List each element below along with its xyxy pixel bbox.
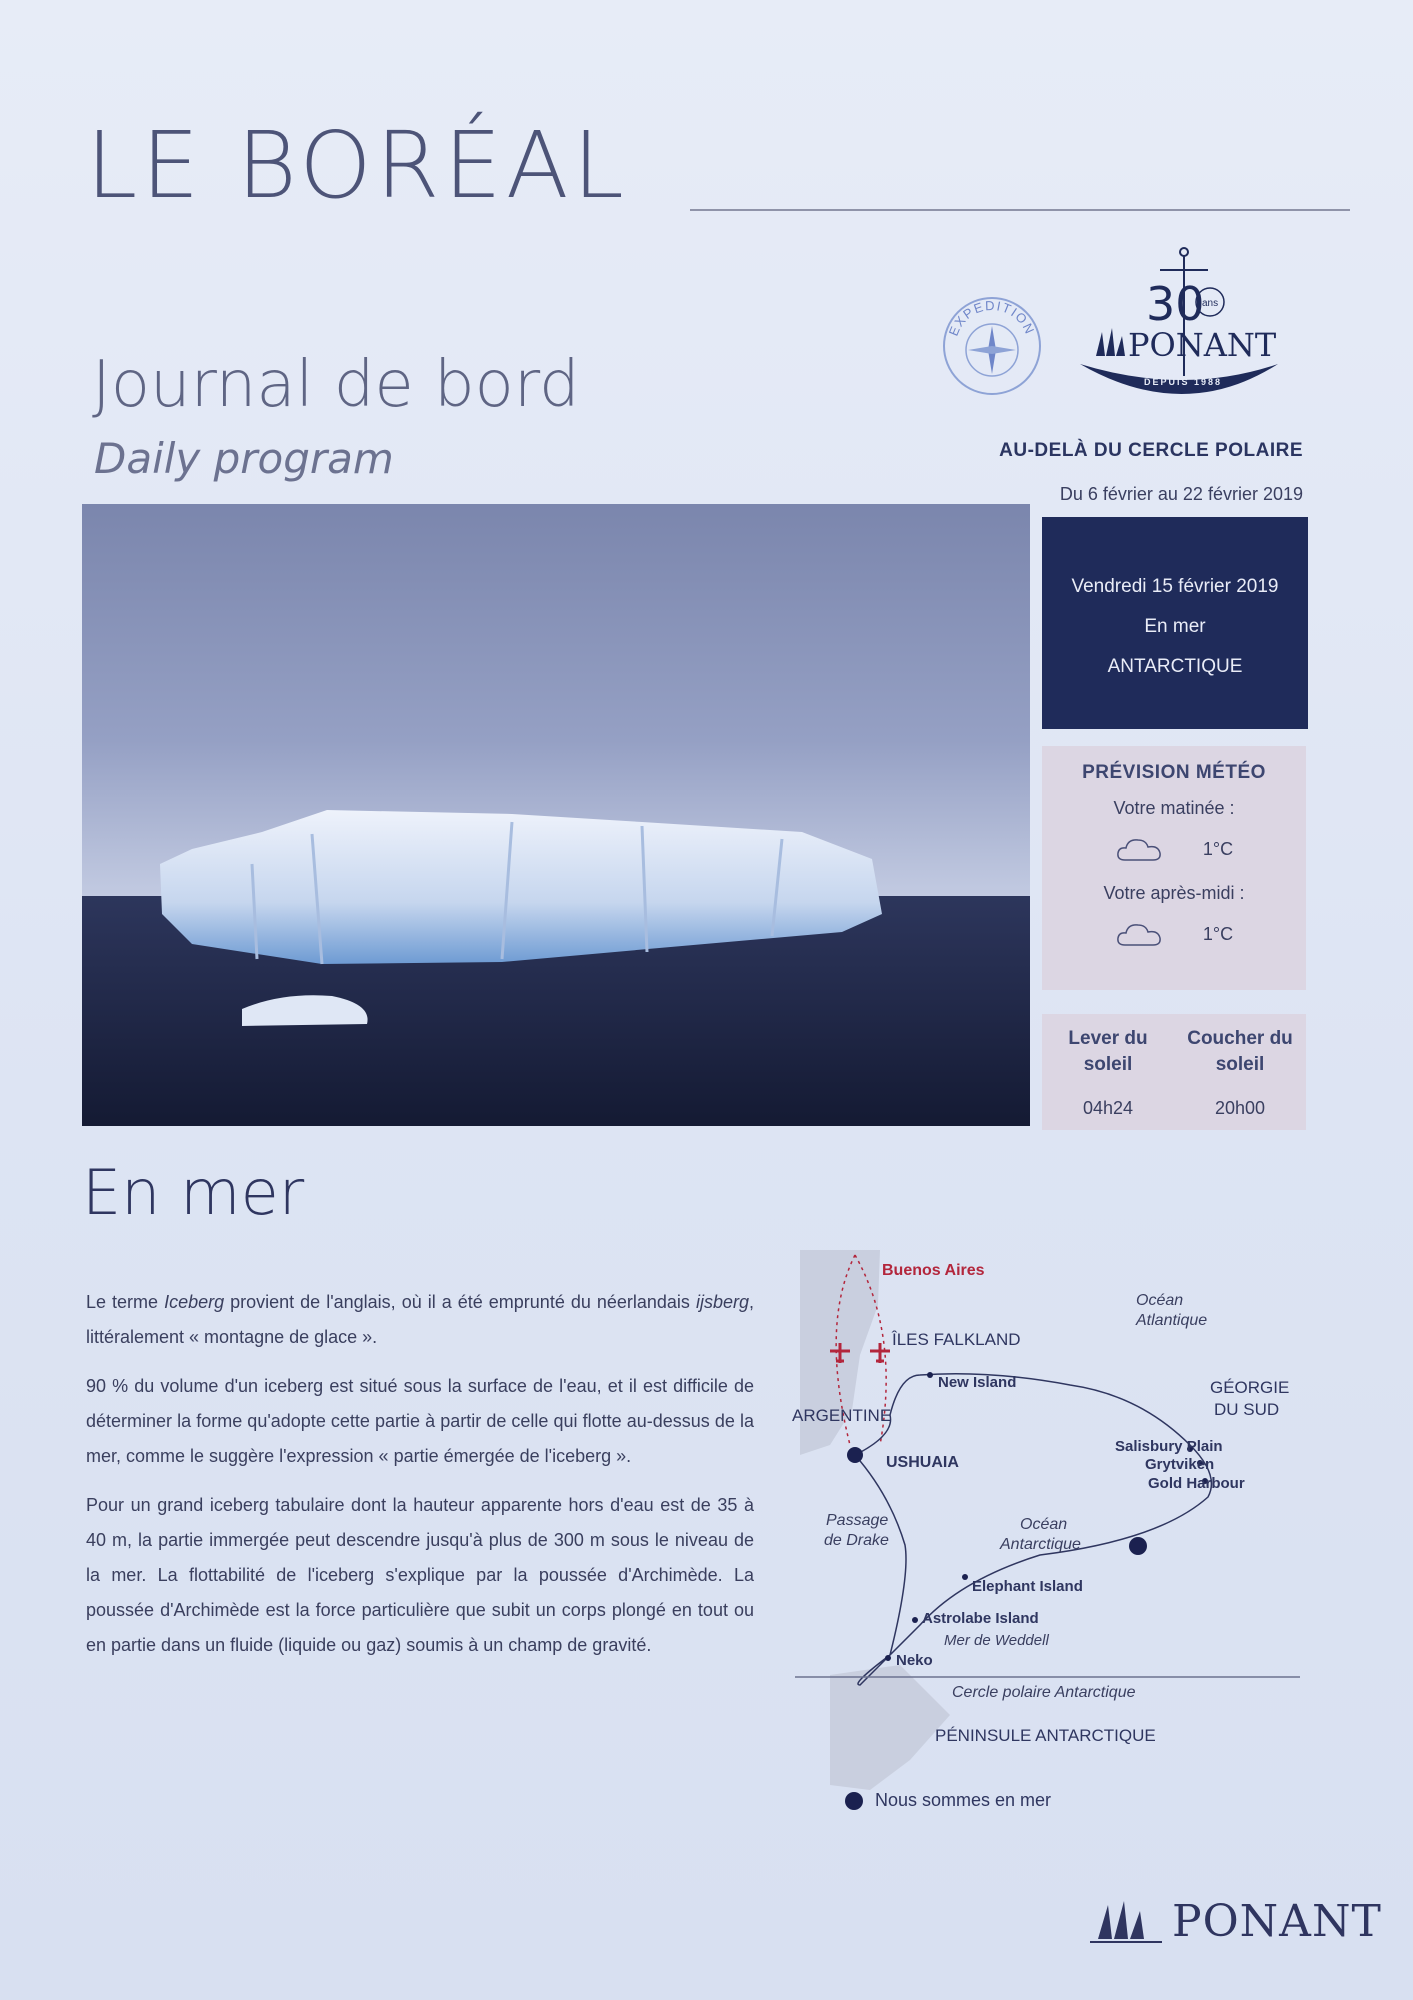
sun-panel (1042, 1014, 1306, 1130)
expedition-text: EXPEDITION (945, 297, 1038, 339)
label-grytviken: Grytviken (1145, 1456, 1215, 1473)
label-buenos-aires: Buenos Aires (882, 1262, 985, 1279)
label-ushuaia: USHUAIA (886, 1454, 959, 1471)
route-map (790, 1245, 1310, 1830)
morning-forecast (1042, 829, 1306, 869)
ponant-since: DEPUIS 1988 (1144, 377, 1223, 387)
astrolabe-dot (912, 1617, 918, 1623)
label-ocean-ant-2: Antarctique (1000, 1536, 1081, 1553)
p1-text-e: , littéralement « montagne de glace ». (86, 1292, 754, 1347)
label-georgie-2: DU SUD (1214, 1400, 1280, 1419)
ponant-anchor-logo (1074, 246, 1284, 416)
journal-subtitle: Daily program (94, 434, 394, 483)
label-argentine: ARGENTINE (792, 1406, 892, 1425)
voyage-dates: Du 6 février au 22 février 2019 (1059, 484, 1303, 504)
label-ocean-atl-2: Atlantique (1136, 1312, 1208, 1329)
sunrise (1042, 1014, 1174, 1130)
label-passage-2: de Drake (824, 1532, 889, 1549)
neko-dot (885, 1655, 891, 1661)
afternoon-label: Votre après-midi : (1103, 883, 1245, 903)
anniversary-suffix: ans (1202, 298, 1219, 309)
legend-text: Nous sommes en mer (875, 1790, 1052, 1810)
p1-term-iceberg: Iceberg (164, 1292, 225, 1312)
footer-logo (1090, 1896, 1382, 1947)
ship-title: LE BORÉAL (86, 112, 628, 219)
morning-label: Votre matinée : (1113, 798, 1235, 818)
day-date: Vendredi 15 février 2019 (1071, 576, 1279, 597)
sunset-time: 20h00 (1214, 1098, 1266, 1118)
voyage-name: AU-DELÀ DU CERCLE POLAIRE (999, 440, 1303, 461)
afternoon-forecast (1042, 914, 1306, 954)
ponant-sails-icon (1090, 1899, 1162, 1945)
legend-dot-icon (845, 1792, 863, 1810)
label-georgie-1: GÉORGIE (1210, 1378, 1290, 1397)
paragraph-1 (86, 1285, 754, 1355)
weather-title: PRÉVISION MÉTÉO (1082, 762, 1266, 783)
antarctic-land (830, 1665, 950, 1790)
sunrise-label-1: Lever du (1068, 1028, 1148, 1049)
label-cercle: Cercle polaire Antarctique (952, 1684, 1136, 1701)
label-ocean-ant-1: Océan (1020, 1516, 1068, 1533)
sunset-label-1: Coucher du (1187, 1028, 1293, 1049)
ushuaia-dot (847, 1447, 863, 1463)
label-peninsule: PÉNINSULE ANTARCTIQUE (935, 1726, 1156, 1745)
day-region: ANTARCTIQUE (1107, 656, 1243, 677)
title-divider (690, 209, 1350, 211)
article-body (86, 1285, 754, 1677)
expedition-logo (940, 294, 1044, 398)
label-salisbury: Salisbury Plain (1115, 1438, 1223, 1455)
plane-icon (870, 1343, 890, 1363)
paragraph-3: Pour un grand iceberg tabulaire dont la hauteur apparente hors d'eau est de 35 à 40 m, la partie immergée peut descendre jusqu'à plus de 300 m sous le niveau de la mer. La flottabilité de l'iceberg s'explique par la poussée d'Archimède. La poussée d'Archimède est la force particulière que subit un corps plongé en tout ou en partie dans un fluide (liquide ou gaz) soumis à un champ de gravité. (86, 1495, 754, 1655)
ponant-sails-icon (1096, 328, 1125, 356)
ponant-logo-text: PONANT (1128, 326, 1277, 364)
label-ocean-atl-1: Océan (1136, 1292, 1184, 1309)
paragraph-2: 90 % du volume d'un iceberg est situé sous la surface de l'eau, et il est difficile de déterminer la forme qu'adopte cette partie à partir de celle qui flotte au-dessus de la mer, comme le suggère l'expression « partie émergée de l'iceberg ». (86, 1376, 754, 1466)
weather-panel (1042, 746, 1306, 990)
iceberg-photo (82, 504, 1030, 1126)
afternoon-temperature: 1°C (1202, 923, 1234, 944)
footer-brand: PONANT (1172, 1896, 1382, 1947)
new-island-dot (927, 1372, 933, 1378)
elephant-dot (962, 1574, 968, 1580)
cloud-icon (1115, 919, 1165, 949)
sunrise-label-2: soleil (1083, 1054, 1133, 1075)
label-astrolabe: Astrolabe Island (922, 1610, 1039, 1627)
current-position-dot (1129, 1537, 1147, 1555)
sunset-label-2: soleil (1215, 1054, 1265, 1075)
p1-text-c: provient de l'anglais, où il a été emprunté du néerlandais (224, 1292, 696, 1312)
p1-text-a: Le terme (86, 1292, 165, 1312)
label-gold-harbour: Gold Harbour (1148, 1475, 1245, 1492)
cloud-icon (1115, 834, 1165, 864)
map-legend (845, 1790, 1051, 1811)
sunset (1174, 1014, 1306, 1130)
label-passage-1: Passage (826, 1512, 889, 1529)
morning-temperature: 1°C (1202, 838, 1234, 859)
day-location: En mer (1144, 616, 1206, 637)
journal-title: Journal de bord (92, 348, 580, 422)
label-elephant: Elephant Island (972, 1578, 1083, 1595)
label-neko: Neko (896, 1652, 933, 1669)
anchor-ring (1180, 248, 1188, 256)
label-weddell: Mer de Weddell (944, 1632, 1049, 1649)
label-falkland: ÎLES FALKLAND (892, 1330, 1021, 1349)
section-title: En mer (82, 1156, 305, 1229)
label-new-island: New Island (938, 1374, 1017, 1391)
sunrise-time: 04h24 (1082, 1098, 1134, 1118)
compass-icon-cross (968, 346, 1016, 354)
date-panel (1042, 517, 1308, 729)
anniversary-number: 30 (1146, 277, 1205, 331)
p1-term-ijsberg: ijsberg (695, 1292, 749, 1312)
